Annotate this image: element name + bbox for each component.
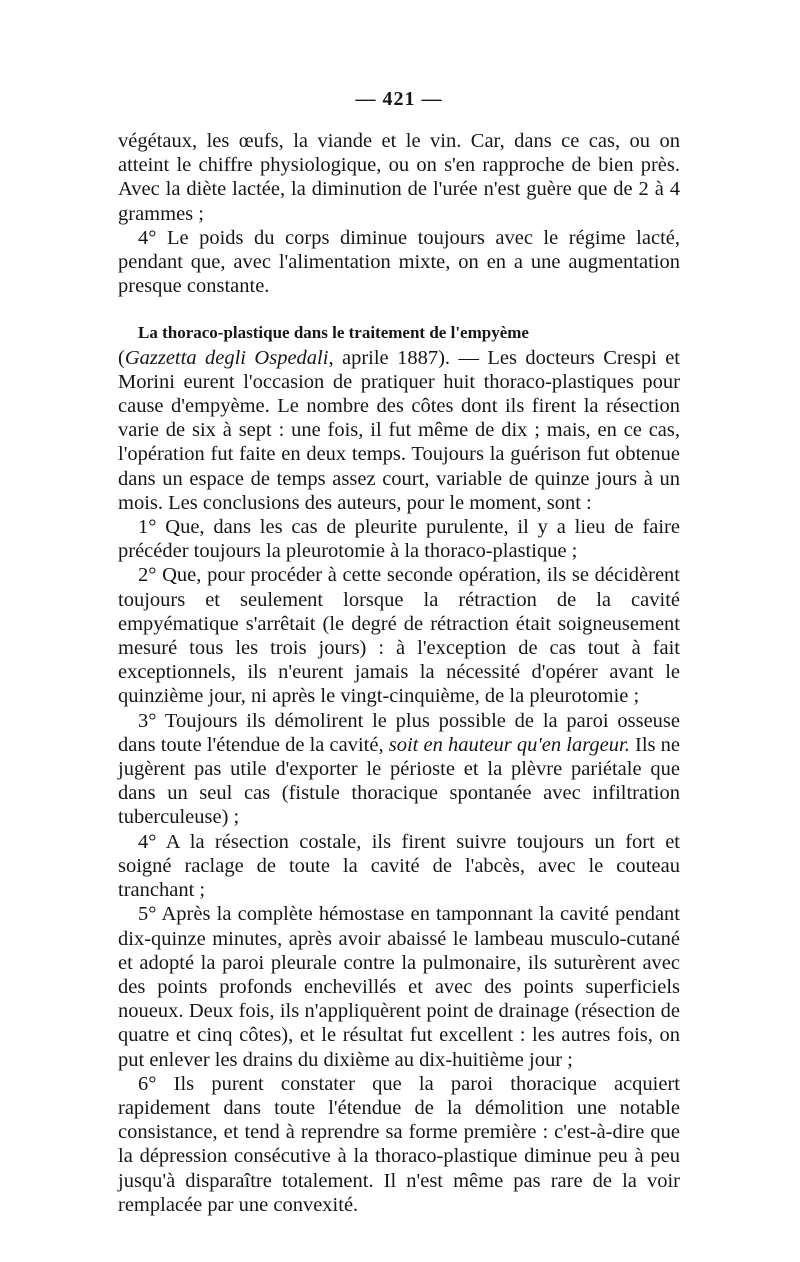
source-open: (	[118, 346, 125, 369]
conclusion-1: 1° Que, dans les cas de pleurite purulente, il y a lieu de faire précéder toujours la pleurotomie à la thoraco-plastique ;	[118, 516, 680, 563]
document-page	[118, 88, 680, 1217]
conclusion-5: 5° Après la complète hémostase en tamponnant la cavité pendant dix-quinze minutes, après avoir abaissé le lambeau musculo-cutané et adopté la paroi pleurale contre la pulmonaire, ils suturèrent avec des points profonds enchevillés et avec des points superficiels noueux. Deux fois, ils n'appliquèrent point de drainage (résection de quatre et cinq côtes), et le résultat fut excellent : les autres fois, on put enlever les drains du dixième au dix-huitième jour ;	[118, 903, 680, 1071]
article-source: Gazzetta degli Ospedali	[124, 346, 329, 369]
page-number: — 421 —	[355, 88, 443, 110]
conclusion-2: 2° Que, pour procéder à cette seconde opération, ils se décidèrent toujours et seulement lorsque la rétraction de la cavité empyématique s'arrêtait (le degré de rétraction était soigneusement mesuré tous les trois jours) : à l'exception de cas tout à fait exceptionnels, ils n'eurent jamais la nécessité d'opérer avant le quinzième jour, ni après le vingt-cinquième, de la pleurotomie ;	[118, 564, 680, 708]
conclusion-6: 6° Ils purent constater que la paroi thoracique acquiert rapidement dans toute l'étendue de la démolition une notable consistance, et tend à reprendre sa forme première : c'est-à-dire que la dépression consécutive à la thoraco-plastique diminue peu à peu jusqu'à disparaître totalement. Il n'est même pas rare de la voir remplacée par une convexité.	[118, 1072, 680, 1216]
conclusion-3-emphasis: soit en hauteur qu'en largeur.	[388, 733, 630, 756]
article-heading: La thoraco-plastique dans le traitement de l'empyème	[138, 323, 529, 343]
paragraph-body-weight: 4° Le poids du corps diminue toujours avec le régime lacté, pendant que, avec l'alimentation mixte, on en a une augmentation presque constante.	[118, 226, 680, 298]
article-source-date: , aprile 1887).	[328, 346, 451, 369]
conclusion-3	[118, 709, 680, 830]
paragraph-diet: végétaux, les œufs, la viande et le vin. Car, dans ce cas, ou on atteint le chiffre physiologique, ou on s'en rapproche de bien près. Avec la diète lactée, la diminution de l'urée n'est guère que de 2 à 4 grammes ;	[118, 130, 680, 225]
conclusion-3-end: Ils ne jugèrent pas utile d'exporter le périoste et la plèvre pariétale que dans un seul cas (fistule thoracique spontanée avec infiltration tuberculeuse) ;	[118, 733, 680, 829]
article-paragraph	[118, 320, 680, 515]
conclusion-3-start: 3° Toujours ils démolirent le plus possible de la paroi osseuse dans toute l'étendue de la cavité,	[118, 709, 680, 756]
conclusion-4: 4° A la résection costale, ils firent suivre toujours un fort et soigné raclage de toute la cavité de l'abcès, avec le couteau tranchant ;	[118, 830, 680, 902]
article-intro: — Les docteurs Crespi et Morini eurent l'occasion de pratiquer huit thoraco-plastiques pour cause d'empyème. Le nombre des côtes dont ils firent la résection varie de six à sept : une fois, il fut même de dix ; mais, en ce cas, l'opération fut faite en deux temps. Toujours la guérison fut obtenue dans un espace de temps assez court, variable de quinze jours à un mois. Les conclusions des auteurs, pour le moment, sont :	[118, 346, 680, 514]
